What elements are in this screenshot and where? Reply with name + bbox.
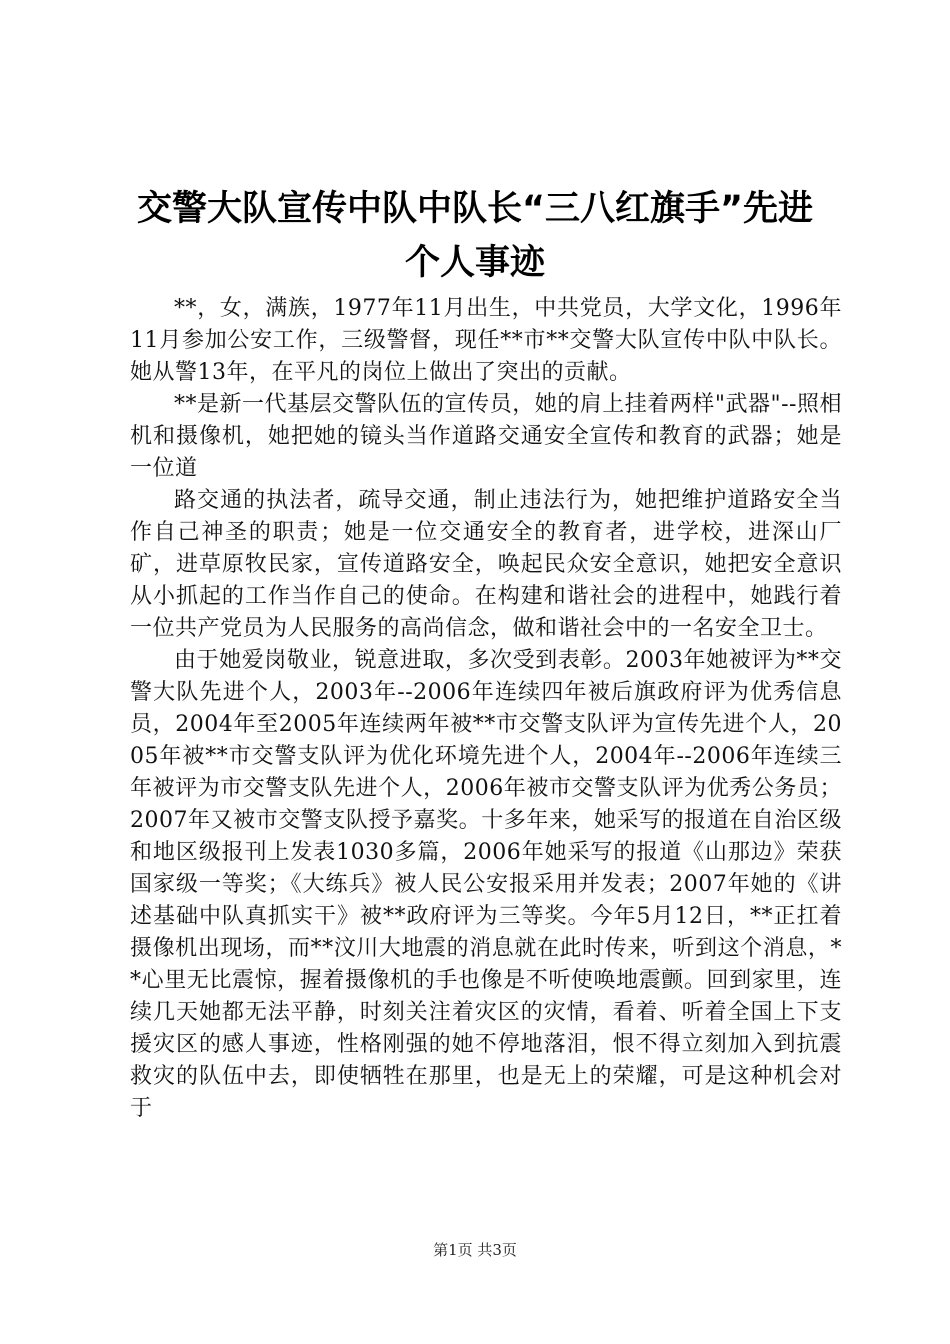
document-title-line-1: 交警大队宣传中队中队长“三八红旗手”先进 (136, 189, 813, 229)
paragraph-3: 路交通的执法者，疏导交通，制止违法行为，她把维护道路安全当作自己神圣的职责；她是一位交通安全的教育者，进学校，进深山厂矿，进草原牧民家，宣传道路安全，唤起民众安全意识，她把安全意识从小抓起的工作当作自己的使命。在构建和谐社会的进程中，她践行着一位共产党员为人民服务的高尚信念，做和谐社会中的一名安全卫士。 (130, 488, 842, 641)
document-title-line-2: 个人事迹 (404, 243, 545, 283)
document-body (130, 293, 842, 1125)
page-footer: 第1页 共3页 (433, 1241, 517, 1259)
paragraph-1: **，女，满族，1977年11月出生，中共党员，大学文化，1996年11月参加公安工作，三级警督，现任**市**交警大队宣传中队中队长。她从警13年，在平凡的岗位上做出了突出的贡献。 (130, 296, 842, 385)
paragraph-2: **是新一代基层交警队伍的宣传员，她的肩上挂着两样"武器"--照相机和摄像机，她把她的镜头当作道路交通安全宣传和教育的武器；她是一位道 (130, 392, 842, 481)
paragraph-4: 由于她爱岗敬业，锐意进取，多次受到表彰。2003年她被评为**交警大队先进个人，2003年--2006年连续四年被后旗政府评为优秀信息员，2004年至2005年连续两年被**市交警支队评为宣传先进个人，2005年被**市交警支队评为优化环境先进个人，2004年--2006年连续三年被评为市交警支队先进个人，2006年被市交警支队评为优秀公务员；2007年又被市交警支队授予嘉奖。十多年来，她采写的报道在自治区级和地区级报刊上发表1030多篇，2006年她采写的报道《山那边》荣获国家级一等奖；《大练兵》被人民公安报采用并发表；2007年她的《讲述基础中队真抓实干》被**政府评为三等奖。今年5月12日，**正扛着摄像机出现场，而**汶川大地震的消息就在此时传来，听到这个消息，**心里无比震惊，握着摄像机的手也像是不听使唤地震颤。回到家里，连续几天她都无法平静，时刻关注着灾区的灾情，看着、听着全国上下支援灾区的感人事迹，性格刚强的她不停地落泪，恨不得立刻加入到抗震救灾的队伍中去，即使牺牲在那里，也是无上的荣耀，可是这种机会对于 (130, 648, 842, 1121)
